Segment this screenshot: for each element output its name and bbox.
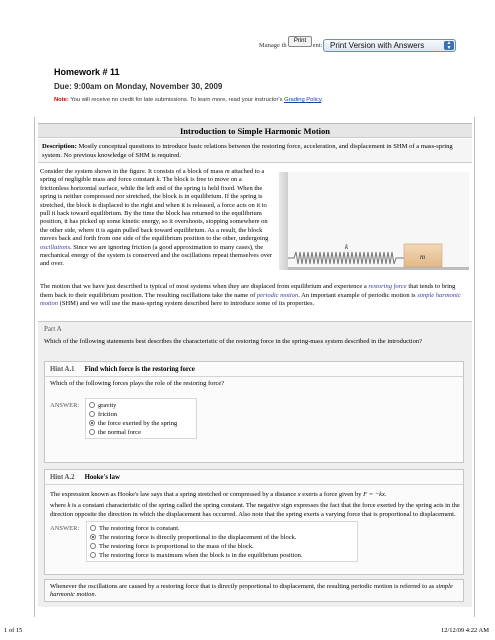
hookes-law-formula: F = −kx (363, 491, 385, 498)
hint-a1-option[interactable]: the force exerted by the spring (89, 420, 177, 428)
problem-title: Introduction to Simple Harmonic Motion (38, 123, 472, 138)
radio-button[interactable] (89, 429, 95, 435)
note-text: You will receive no credit for late submissions. To learn more, read your instructor's (68, 97, 285, 103)
periodic-motion-paragraph: The motion that we have just described is typical of most systems when they are displaced from equilibrium and experience a restoring force that tends to bring them back to their equilibrium position. The resulting oscillations take the name of periodic motion. An important example of periodic motion is simple harmonic motion (SHM) and we will use the mass-spring system described here to introduce some of its properties. (40, 283, 461, 308)
radio-button[interactable] (90, 525, 96, 531)
grading-policy-link[interactable]: Grading Policy (284, 97, 322, 103)
page-number: 1 of 15 (4, 627, 23, 634)
version-select[interactable] (323, 39, 456, 52)
hint-a1-question: Which of the following forces plays the role of the restoring force? (50, 380, 225, 387)
hint-a1-divider (45, 376, 463, 377)
hint-a1-header (50, 366, 195, 373)
part-a-option[interactable]: The restoring force is proportional to the mass of the block. (90, 543, 254, 551)
hint-a1 (44, 361, 464, 463)
late-note: Note: You will receive no credit for late submissions. To learn more, read your instructor's Grading Policy. (54, 97, 323, 103)
hint-a2-title: Hooke's law (84, 474, 120, 481)
hint-a2-divider (45, 484, 463, 485)
radio-button[interactable] (90, 552, 96, 558)
radio-button-selected[interactable] (90, 534, 96, 540)
part-a-label: Part A (44, 325, 62, 333)
description-label: Description: (42, 143, 77, 150)
print-button[interactable]: Print (288, 36, 312, 47)
note-label: Note: (54, 97, 69, 103)
hint-a1-option[interactable]: the normal force (89, 429, 141, 437)
part-a-answer-label: ANSWER: (50, 525, 80, 532)
description-text: Mostly conceptual questions to introduce basic relations between the restoring force, acceleration, and displacement in SHM of a mass-spring system. No previous knowledge of SHM is required. (42, 143, 453, 159)
radio-button-selected[interactable] (89, 420, 95, 426)
hint-a2-header (50, 474, 120, 481)
block-mass-label: m (420, 253, 426, 261)
hint-a1-number: Hint A.1 (50, 366, 75, 373)
spring-constant-label: k (345, 243, 349, 251)
hint-a1-answer-box (85, 398, 197, 439)
hint-a1-title: Find which force is the restoring force (84, 366, 195, 373)
hint-a2-number: Hint A.2 (50, 474, 75, 481)
part-a-option[interactable]: The restoring force is maximum when the block is in the equilibrium position. (90, 552, 302, 560)
part-a-option[interactable]: The restoring force is directly proportional to the displacement of the block. (90, 534, 296, 542)
part-a-question: Which of the following statements best describes the characteristic of the restoring force in the spring-mass system described in the introduction? (44, 338, 422, 345)
floor (288, 267, 469, 270)
select-arrows-icon: ▲ ▼ (444, 41, 454, 50)
due-date: Due: 9:00am on Monday, November 30, 2009 (54, 82, 223, 91)
intro-paragraph: Consider the system shown in the figure. It consists of a block of mass m attached to a spring of negligible mass and force constant k. The block is free to move on a frictionless horizontal surface, while the left end of the spring is held fixed. When the spring is neither compressed nor stretched, the block is in equilibrium. If the spring is stretched, the block is displaced to the right and when it is released, a force acts on it to pull it back toward equilibrium. By the time the block has returned to the equilibrium position, it has picked up some kinetic energy, so it overshoots, stopping somewhere on the other side, where it is again pulled back toward equilibrium. As a result, the block moves back and forth from one side of the equilibrium position to the other, undergoing oscillations. Since we are ignoring friction (a good approximation to many cases), the mechanical energy of the system is conserved and the oscillations repeat themselves over and over. (40, 168, 272, 268)
part-a-answer-box (86, 521, 358, 562)
radio-button[interactable] (89, 402, 95, 408)
hookes-law-text: The expression known as Hooke's law says that a spring stretched or compressed by a distance x exerts a force given by F = −kx. (50, 491, 387, 498)
hint-a1-option[interactable]: friction (89, 411, 117, 419)
conclusion-box: Whenever the oscillations are caused by a restoring force that is directly proportional to displacement, the resulting periodic motion is referred to as simple harmonic motion. (44, 579, 464, 602)
print-timestamp: 12/12/09 4:22 AM (440, 627, 489, 634)
hint-a1-option[interactable]: gravity (89, 402, 116, 410)
part-a-option[interactable]: The restoring force is constant. (90, 525, 180, 533)
top-bar (0, 36, 495, 56)
wall (279, 172, 288, 270)
hint-a1-answer-label: ANSWER: (50, 402, 80, 409)
spring-constant-text: where k is a constant characteristic of the spring called the spring constant. The negative sign expresses the fact that the force exerted by the spring acts in the direction opposite the direction in which the displacement has occurred. Also note that the spring exerts a varying force that is proportional to displacement. (50, 502, 460, 518)
version-select-value: Print Version with Answers (330, 41, 425, 50)
mass-spring-figure (279, 172, 469, 270)
manage-text: Manage th ent: (259, 42, 323, 49)
radio-button[interactable] (89, 411, 95, 417)
homework-title: Homework # 11 (54, 67, 120, 77)
description-box (38, 139, 472, 163)
radio-button[interactable] (90, 543, 96, 549)
